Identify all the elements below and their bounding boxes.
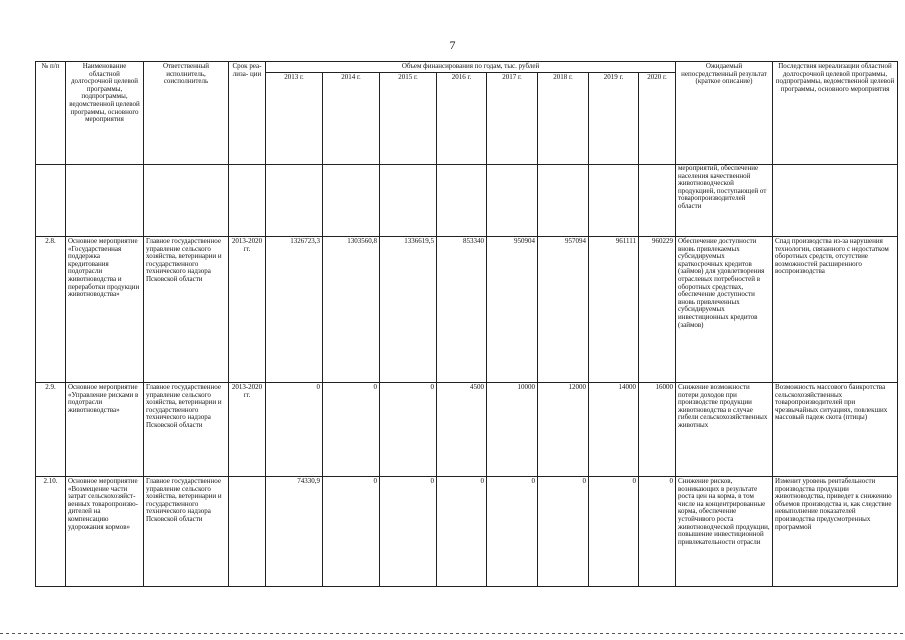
row-term: 2013-2020 гг. <box>229 383 266 477</box>
row-consequences: Изменит уровень рентабельности производства продукции животноводства, приведет к снижению объемов производства и, как следствие невыполнение показателей производства предусмотренных программой <box>773 477 898 587</box>
row-value: 0 <box>380 383 437 477</box>
row-num: 2.10. <box>36 477 66 587</box>
row-value: 0 <box>487 477 538 587</box>
row-value: 0 <box>380 477 437 587</box>
header-year: 2017 г. <box>487 72 538 164</box>
page-number: 7 <box>449 38 456 52</box>
row-value: 16000 <box>639 383 676 477</box>
row-result: Обеспечение доступности вновь привлекаемых субсидируемых краткосрочных кредитов (займов) для удовлетворения отраслевых потребностей в оборотных средствах, обеспечение доступности вновь привлеченных субсидируемых инвестиционных кредитов (займов) <box>676 237 773 383</box>
header-name: Наименование областной долгосрочной целевой программы, подпрограммы, ведомственной целевой программы, основного мероприятия <box>66 62 144 165</box>
header-year: 2015 г. <box>380 72 437 164</box>
row-executor: Главное государственное управление сельского хозяйства, ветеринарии и государственного технического надзора Псковской области <box>144 237 229 383</box>
continuation-result: мероприятий, обеспечение населения качественной животноводческой продукцией, поступающей от товаропроизводителей области <box>676 165 773 237</box>
row-num: 2.9. <box>36 383 66 477</box>
row-value: 950904 <box>487 237 538 383</box>
row-value: 0 <box>437 477 487 587</box>
row-value: 0 <box>323 383 380 477</box>
table-row <box>36 237 898 383</box>
header-num: № п/п <box>36 62 66 165</box>
row-value: 1303560,8 <box>323 237 380 383</box>
header-funding: Объем финансирования по годам, тыс. рублей <box>266 62 676 73</box>
row-value: 10000 <box>487 383 538 477</box>
table-row <box>36 477 898 587</box>
row-consequences: Спад производства из-за нарушения технологии, связанного с недостатком оборотных средств, отсутствие возможностей расширенного воспроизводства <box>773 237 898 383</box>
row-value: 14000 <box>589 383 639 477</box>
header-executor: Ответственный исполнитель, соисполнитель <box>144 62 229 165</box>
row-value: 0 <box>589 477 639 587</box>
table-row <box>36 383 898 477</box>
header-year: 2013 г. <box>266 72 323 164</box>
header-result: Ожидаемый непосредственный результат (краткое описание) <box>676 62 773 165</box>
continuation-row <box>36 165 898 237</box>
header-consequences: Последствия нереализации областной долгосрочной целевой программы, подпрограммы, ведомственной целевой программы, основного мероприятия <box>773 62 898 165</box>
row-value: 12000 <box>538 383 589 477</box>
row-value: 0 <box>639 477 676 587</box>
row-consequences: Возможность массового банкротства сельскохозяйственных товаропроизводителей при чрезвычайных ситуациях, повлекших массовый падеж скота (птицы) <box>773 383 898 477</box>
row-executor: Главное государственное управление сельского хозяйства, ветеринарии и государственного технического надзора Псковской области <box>144 477 229 587</box>
header-term: Срок реа- лиза- ции <box>229 62 266 165</box>
row-value: 1336619,5 <box>380 237 437 383</box>
row-executor: Главное государственное управление сельского хозяйства, ветеринарии и государственного технического надзора Псковской области <box>144 383 229 477</box>
header-year: 2014 г. <box>323 72 380 164</box>
row-term: 2013-2020 гг. <box>229 237 266 383</box>
row-value: 74330,9 <box>266 477 323 587</box>
row-value: 0 <box>538 477 589 587</box>
row-name: Основное мероприятие «Государственная поддержка кредитования подотрасли животноводства и переработки продукции животноводства» <box>66 237 144 383</box>
row-term <box>229 477 266 587</box>
row-result: Снижение возможности потери доходов при производстве продукции животноводства в случае гибели сельскохозяйственных животных <box>676 383 773 477</box>
row-value: 0 <box>266 383 323 477</box>
header-year: 2016 г. <box>437 72 487 164</box>
row-value: 1326723,3 <box>266 237 323 383</box>
header-year: 2018 г. <box>538 72 589 164</box>
row-value: 853340 <box>437 237 487 383</box>
header-year: 2019 г. <box>589 72 639 164</box>
row-value: 0 <box>323 477 380 587</box>
row-result: Снижение рисков, возникающих в результате роста цен на корма, в том числе на концентрированные корма, обеспечение устойчивого роста животноводческой продукции, повышение инвестиционной привлекательности отрасли <box>676 477 773 587</box>
row-num: 2.8. <box>36 237 66 383</box>
scan-edge-line <box>0 633 905 634</box>
row-value: 957094 <box>538 237 589 383</box>
row-name: Основное мероприятие «Управление рисками в подотрасли животноводства» <box>66 383 144 477</box>
row-value: 4500 <box>437 383 487 477</box>
header-year: 2020 г. <box>639 72 676 164</box>
row-name: Основное мероприятие «Возмещение части затрат сельскохозяйст- венных товаропроизво- дителей на компенсацию удорожания кормов» <box>66 477 144 587</box>
row-value: 960229 <box>639 237 676 383</box>
program-table <box>35 61 898 587</box>
row-value: 961111 <box>589 237 639 383</box>
